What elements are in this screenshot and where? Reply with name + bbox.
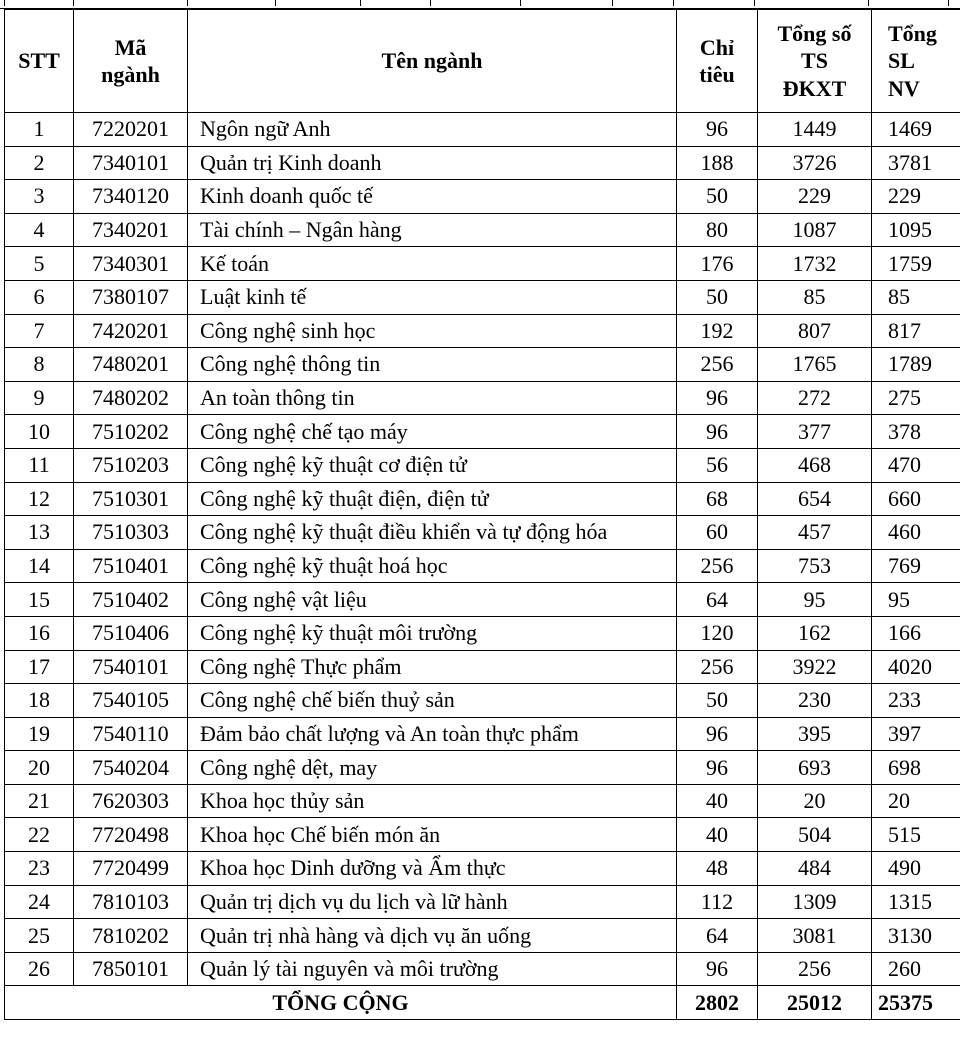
total-label: TỔNG CỘNG (5, 986, 677, 1020)
cell-quota: 50 (677, 280, 758, 314)
cell-major-code: 7340201 (74, 213, 188, 247)
table-header (5, 10, 960, 113)
cell-major-code: 7340120 (74, 180, 188, 214)
tick-mark (868, 0, 869, 6)
cell-major-name: Công nghệ vật liệu (188, 583, 677, 617)
table-body (5, 113, 960, 986)
cell-total-wishes: 4020 (872, 650, 960, 684)
cell-major-name: Công nghệ dệt, may (188, 751, 677, 785)
table-row (5, 885, 960, 919)
cell-total-candidates: 654 (758, 482, 872, 516)
cell-major-name: Công nghệ sinh học (188, 314, 677, 348)
cell-total-wishes: 275 (872, 381, 960, 415)
cell-major-name: Công nghệ kỹ thuật cơ điện tử (188, 448, 677, 482)
cell-quota: 256 (677, 549, 758, 583)
cell-major-name: Quản trị nhà hàng và dịch vụ ăn uống (188, 919, 677, 953)
tick-mark (520, 0, 521, 6)
table-row (5, 852, 960, 886)
cell-quota: 192 (677, 314, 758, 348)
cell-total-candidates: 1765 (758, 348, 872, 382)
table-row (5, 348, 960, 382)
cell-major-code: 7510303 (74, 516, 188, 550)
cell-total-candidates: 1309 (758, 885, 872, 919)
tick-mark (612, 0, 613, 6)
cell-major-name: Khoa học Dinh dưỡng và Ẩm thực (188, 852, 677, 886)
total-candidates: 25012 (758, 986, 872, 1020)
cell-total-candidates: 85 (758, 280, 872, 314)
cell-major-name: Công nghệ kỹ thuật điện, điện tử (188, 482, 677, 516)
cell-stt: 22 (5, 818, 74, 852)
cell-quota: 256 (677, 650, 758, 684)
cell-major-code: 7340301 (74, 247, 188, 281)
cell-total-candidates: 693 (758, 751, 872, 785)
cell-total-candidates: 807 (758, 314, 872, 348)
cell-stt: 21 (5, 784, 74, 818)
cell-major-code: 7420201 (74, 314, 188, 348)
cell-total-candidates: 229 (758, 180, 872, 214)
cell-stt: 10 (5, 415, 74, 449)
cell-stt: 11 (5, 448, 74, 482)
cell-stt: 14 (5, 549, 74, 583)
table-row (5, 113, 960, 147)
cell-quota: 188 (677, 146, 758, 180)
cell-total-candidates: 272 (758, 381, 872, 415)
header-stt: STT (5, 10, 74, 113)
header-quota: Chỉ tiêu (677, 10, 758, 113)
cell-major-name: Công nghệ thông tin (188, 348, 677, 382)
table-row (5, 381, 960, 415)
cell-major-code: 7220201 (74, 113, 188, 147)
tick-mark (754, 0, 755, 6)
cell-total-wishes: 1315 (872, 885, 960, 919)
cell-quota: 96 (677, 381, 758, 415)
table-row (5, 784, 960, 818)
cell-total-wishes: 260 (872, 952, 960, 986)
cell-major-code: 7810103 (74, 885, 188, 919)
table-row (5, 717, 960, 751)
cell-quota: 50 (677, 180, 758, 214)
cell-major-code: 7510301 (74, 482, 188, 516)
header-major-name: Tên ngành (188, 10, 677, 113)
cell-total-wishes: 85 (872, 280, 960, 314)
cell-major-name: Công nghệ chế tạo máy (188, 415, 677, 449)
cell-total-candidates: 162 (758, 616, 872, 650)
cell-total-wishes: 1759 (872, 247, 960, 281)
table-row (5, 146, 960, 180)
cell-total-candidates: 1732 (758, 247, 872, 281)
cell-total-candidates: 753 (758, 549, 872, 583)
cell-major-code: 7540105 (74, 684, 188, 718)
total-row (5, 986, 960, 1020)
cell-major-code: 7850101 (74, 952, 188, 986)
cell-major-code: 7720498 (74, 818, 188, 852)
cell-major-name: Khoa học Chế biến món ăn (188, 818, 677, 852)
table-footer (5, 986, 960, 1020)
cell-major-code: 7720499 (74, 852, 188, 886)
cell-quota: 96 (677, 113, 758, 147)
table-row (5, 616, 960, 650)
cell-total-wishes: 515 (872, 818, 960, 852)
cell-major-name: Tài chính – Ngân hàng (188, 213, 677, 247)
cell-major-name: Kinh doanh quốc tế (188, 180, 677, 214)
cell-stt: 15 (5, 583, 74, 617)
cell-quota: 256 (677, 348, 758, 382)
cell-total-wishes: 166 (872, 616, 960, 650)
cell-total-wishes: 3130 (872, 919, 960, 953)
table-row (5, 314, 960, 348)
cell-quota: 48 (677, 852, 758, 886)
cell-stt: 18 (5, 684, 74, 718)
cell-total-wishes: 397 (872, 717, 960, 751)
cell-quota: 96 (677, 751, 758, 785)
cell-quota: 80 (677, 213, 758, 247)
cell-quota: 50 (677, 684, 758, 718)
cell-stt: 2 (5, 146, 74, 180)
cell-major-name: Luật kinh tế (188, 280, 677, 314)
cell-quota: 120 (677, 616, 758, 650)
table-row (5, 516, 960, 550)
table-row (5, 818, 960, 852)
table-row (5, 280, 960, 314)
cell-total-candidates: 1087 (758, 213, 872, 247)
cell-major-code: 7540204 (74, 751, 188, 785)
tick-mark (360, 0, 361, 6)
cell-major-code: 7340101 (74, 146, 188, 180)
cell-total-wishes: 1789 (872, 348, 960, 382)
cell-total-wishes: 470 (872, 448, 960, 482)
cell-total-wishes: 20 (872, 784, 960, 818)
cell-total-wishes: 1469 (872, 113, 960, 147)
cell-quota: 176 (677, 247, 758, 281)
cell-major-code: 7540101 (74, 650, 188, 684)
table-row (5, 213, 960, 247)
tick-mark (4, 0, 5, 6)
cell-quota: 112 (677, 885, 758, 919)
cell-major-name: Khoa học thủy sản (188, 784, 677, 818)
total-quota: 2802 (677, 986, 758, 1020)
cell-stt: 17 (5, 650, 74, 684)
total-wishes: 25375 (872, 986, 960, 1020)
cell-major-code: 7540110 (74, 717, 188, 751)
cell-total-wishes: 3781 (872, 146, 960, 180)
cell-total-candidates: 484 (758, 852, 872, 886)
cell-total-candidates: 1449 (758, 113, 872, 147)
cell-major-name: Công nghệ kỹ thuật môi trường (188, 616, 677, 650)
cell-total-wishes: 460 (872, 516, 960, 550)
header-row (5, 10, 960, 113)
table-row (5, 583, 960, 617)
cell-total-candidates: 95 (758, 583, 872, 617)
cell-stt: 7 (5, 314, 74, 348)
cell-total-wishes: 817 (872, 314, 960, 348)
cell-stt: 3 (5, 180, 74, 214)
table-row (5, 684, 960, 718)
cell-total-candidates: 230 (758, 684, 872, 718)
cell-major-name: Kế toán (188, 247, 677, 281)
cell-total-candidates: 256 (758, 952, 872, 986)
cell-total-candidates: 377 (758, 415, 872, 449)
cell-major-code: 7380107 (74, 280, 188, 314)
cell-total-candidates: 457 (758, 516, 872, 550)
table-row (5, 180, 960, 214)
cell-quota: 96 (677, 717, 758, 751)
cell-stt: 8 (5, 348, 74, 382)
cell-stt: 1 (5, 113, 74, 147)
cell-stt: 25 (5, 919, 74, 953)
cell-total-candidates: 3922 (758, 650, 872, 684)
cell-quota: 56 (677, 448, 758, 482)
cell-total-candidates: 395 (758, 717, 872, 751)
cell-major-name: Quản lý tài nguyên và môi trường (188, 952, 677, 986)
cell-major-code: 7480201 (74, 348, 188, 382)
cell-major-code: 7510401 (74, 549, 188, 583)
tick-mark (187, 0, 188, 6)
cell-total-wishes: 769 (872, 549, 960, 583)
cell-stt: 12 (5, 482, 74, 516)
cell-stt: 23 (5, 852, 74, 886)
table-row (5, 415, 960, 449)
tick-mark (948, 0, 949, 6)
cell-total-candidates: 468 (758, 448, 872, 482)
cell-stt: 6 (5, 280, 74, 314)
table-row (5, 448, 960, 482)
cell-major-code: 7510402 (74, 583, 188, 617)
tick-mark (673, 0, 674, 6)
cell-quota: 40 (677, 784, 758, 818)
cell-major-name: Công nghệ kỹ thuật điều khiển và tự động hóa (188, 516, 677, 550)
admissions-table (4, 9, 960, 1020)
table-row (5, 751, 960, 785)
cell-quota: 40 (677, 818, 758, 852)
cell-stt: 16 (5, 616, 74, 650)
cell-major-name: Ngôn ngữ Anh (188, 113, 677, 147)
cell-total-wishes: 95 (872, 583, 960, 617)
header-major-code: Mã ngành (74, 10, 188, 113)
cell-stt: 5 (5, 247, 74, 281)
tick-mark (275, 0, 276, 6)
cell-quota: 64 (677, 919, 758, 953)
cell-major-code: 7620303 (74, 784, 188, 818)
cell-major-name: Công nghệ kỹ thuật hoá học (188, 549, 677, 583)
top-table-edge (0, 0, 960, 9)
cell-major-name: Công nghệ chế biến thuỷ sản (188, 684, 677, 718)
cell-stt: 9 (5, 381, 74, 415)
table-row (5, 482, 960, 516)
cell-total-candidates: 20 (758, 784, 872, 818)
cell-stt: 19 (5, 717, 74, 751)
cell-quota: 60 (677, 516, 758, 550)
header-total-wishes: Tổng SL NV (872, 10, 960, 113)
header-total-candidates: Tổng số TS ĐKXT (758, 10, 872, 113)
cell-total-candidates: 3081 (758, 919, 872, 953)
cell-major-name: An toàn thông tin (188, 381, 677, 415)
cell-stt: 24 (5, 885, 74, 919)
cell-major-name: Quản trị Kinh doanh (188, 146, 677, 180)
cell-stt: 20 (5, 751, 74, 785)
cell-total-wishes: 490 (872, 852, 960, 886)
cell-major-name: Quản trị dịch vụ du lịch và lữ hành (188, 885, 677, 919)
cell-stt: 26 (5, 952, 74, 986)
cell-major-code: 7810202 (74, 919, 188, 953)
cell-major-code: 7480202 (74, 381, 188, 415)
cell-major-name: Đảm bảo chất lượng và An toàn thực phẩm (188, 717, 677, 751)
table-row (5, 952, 960, 986)
cell-total-wishes: 233 (872, 684, 960, 718)
table-row (5, 549, 960, 583)
cell-total-wishes: 698 (872, 751, 960, 785)
cell-major-code: 7510202 (74, 415, 188, 449)
cell-major-code: 7510203 (74, 448, 188, 482)
cell-total-wishes: 229 (872, 180, 960, 214)
cell-total-candidates: 3726 (758, 146, 872, 180)
cell-stt: 13 (5, 516, 74, 550)
table-row (5, 919, 960, 953)
tick-mark (430, 0, 431, 6)
cell-stt: 4 (5, 213, 74, 247)
cell-quota: 96 (677, 952, 758, 986)
cell-quota: 64 (677, 583, 758, 617)
cell-total-wishes: 378 (872, 415, 960, 449)
tick-mark (73, 0, 74, 6)
cell-major-code: 7510406 (74, 616, 188, 650)
cell-quota: 68 (677, 482, 758, 516)
cell-total-candidates: 504 (758, 818, 872, 852)
table-row (5, 247, 960, 281)
cell-total-wishes: 1095 (872, 213, 960, 247)
cell-major-name: Công nghệ Thực phẩm (188, 650, 677, 684)
table-row (5, 650, 960, 684)
cell-quota: 96 (677, 415, 758, 449)
cell-total-wishes: 660 (872, 482, 960, 516)
